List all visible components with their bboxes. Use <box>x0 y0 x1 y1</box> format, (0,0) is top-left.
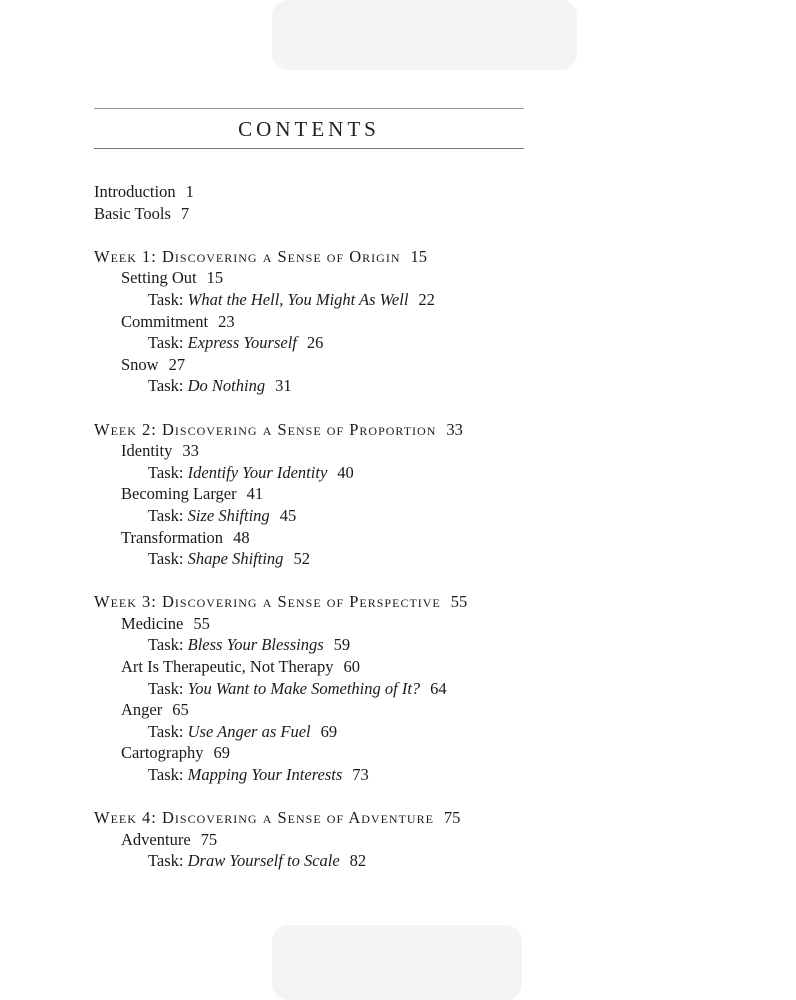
task-title: Use Anger as Fuel <box>187 721 311 741</box>
task-entry[interactable] <box>94 505 614 527</box>
page-number: 73 <box>352 765 369 785</box>
page-number: 31 <box>275 376 292 396</box>
page-number: 75 <box>443 808 461 828</box>
page-number: 64 <box>430 678 447 698</box>
section-entry[interactable] <box>94 829 614 851</box>
page-number: 65 <box>172 700 189 720</box>
section-entry[interactable] <box>94 483 614 505</box>
section-label: Identity <box>121 441 173 461</box>
task-entry[interactable] <box>94 850 614 872</box>
task-prefix: Task: <box>148 549 184 569</box>
task-prefix: Task: <box>148 462 184 482</box>
week-title: Week 2: Discovering a Sense of Proportion <box>94 419 437 439</box>
spacer <box>94 786 614 808</box>
task-title: Mapping Your Interests <box>187 765 343 785</box>
header-rule-bottom <box>94 148 524 149</box>
section-label: Adventure <box>121 829 191 849</box>
task-title: Do Nothing <box>187 376 266 396</box>
task-prefix: Task: <box>148 678 184 698</box>
task-title: Draw Yourself to Scale <box>187 851 340 871</box>
page-number: 7 <box>180 203 190 223</box>
section-entry[interactable] <box>94 656 614 678</box>
toc-entry[interactable] <box>94 181 614 203</box>
entry-label: Basic Tools <box>94 203 171 223</box>
page-number: 1 <box>185 182 194 201</box>
task-entry[interactable] <box>94 678 614 700</box>
header-rule-top <box>94 108 524 109</box>
task-entry[interactable] <box>94 375 614 397</box>
task-entry[interactable] <box>94 764 614 786</box>
page-number: 69 <box>320 721 338 741</box>
contents-header <box>94 108 524 149</box>
task-title: You Want to Make Something of It? <box>187 678 421 698</box>
page-number: 45 <box>279 505 297 525</box>
page-number: 33 <box>446 419 463 439</box>
task-prefix: Task: <box>148 333 184 353</box>
task-entry[interactable] <box>94 289 614 311</box>
page-number: 15 <box>206 268 224 288</box>
page-number: 33 <box>182 441 199 461</box>
scan-smudge-bottom <box>272 925 522 1000</box>
week-title: Week 4: Discovering a Sense of Adventure <box>94 808 434 828</box>
section-entry[interactable] <box>94 527 614 549</box>
section-entry[interactable] <box>94 742 614 764</box>
week-heading[interactable] <box>94 807 614 829</box>
section-label: Anger <box>121 700 163 720</box>
spacer <box>94 570 614 592</box>
section-label: Snow <box>121 354 159 374</box>
page-number: 22 <box>418 289 435 309</box>
section-label: Art Is Therapeutic, Not Therapy <box>121 657 334 677</box>
task-prefix: Task: <box>148 505 184 525</box>
scan-smudge-top <box>272 0 577 70</box>
section-entry[interactable] <box>94 311 614 333</box>
week-title: Week 1: Discovering a Sense of Origin <box>94 246 401 266</box>
page-number: 15 <box>410 246 427 266</box>
week-title: Week 3: Discovering a Sense of Perspective <box>94 592 441 612</box>
page-number: 55 <box>450 592 468 612</box>
task-prefix: Task: <box>148 721 184 741</box>
section-entry[interactable] <box>94 354 614 376</box>
task-prefix: Task: <box>148 765 184 785</box>
section-label: Commitment <box>121 311 209 331</box>
page-number: 59 <box>333 635 351 655</box>
page-number: 27 <box>168 354 186 374</box>
page-title: CONTENTS <box>238 117 380 141</box>
task-entry[interactable] <box>94 721 614 743</box>
page-number: 69 <box>213 743 230 763</box>
page-number: 23 <box>218 311 235 331</box>
task-title: Size Shifting <box>187 505 270 525</box>
page-number: 75 <box>200 829 218 849</box>
section-entry[interactable] <box>94 267 614 289</box>
section-label: Becoming Larger <box>121 484 237 504</box>
task-prefix: Task: <box>148 289 184 309</box>
week-heading[interactable] <box>94 246 614 268</box>
task-entry[interactable] <box>94 462 614 484</box>
task-title: Express Yourself <box>187 333 297 353</box>
page-number: 55 <box>193 613 210 633</box>
week-heading[interactable] <box>94 591 614 613</box>
section-label: Transformation <box>121 527 224 547</box>
section-entry[interactable] <box>94 440 614 462</box>
table-of-contents <box>94 181 614 872</box>
task-entry[interactable] <box>94 548 614 570</box>
page-number: 41 <box>246 484 264 504</box>
toc-entry[interactable] <box>94 203 614 225</box>
page-number: 26 <box>306 333 324 353</box>
section-entry[interactable] <box>94 613 614 635</box>
page-number: 52 <box>293 549 310 569</box>
task-title: Identify Your Identity <box>187 462 328 482</box>
task-entry[interactable] <box>94 332 614 354</box>
task-prefix: Task: <box>148 635 184 655</box>
task-title: Shape Shifting <box>187 549 284 569</box>
section-label: Medicine <box>121 613 184 633</box>
spacer <box>94 397 614 419</box>
page-number: 60 <box>343 657 360 677</box>
section-entry[interactable] <box>94 699 614 721</box>
task-title: What the Hell, You Might As Well <box>187 289 409 309</box>
task-prefix: Task: <box>148 376 184 396</box>
page-number: 82 <box>349 851 367 871</box>
task-prefix: Task: <box>148 851 184 871</box>
page-number: 48 <box>233 527 250 547</box>
week-heading[interactable] <box>94 419 614 441</box>
spacer <box>94 224 614 246</box>
task-title: Bless Your Blessings <box>187 635 324 655</box>
entry-label: Introduction <box>94 182 176 201</box>
page-number: 40 <box>337 462 354 482</box>
section-label: Setting Out <box>121 268 197 288</box>
section-label: Cartography <box>121 743 204 763</box>
task-entry[interactable] <box>94 634 614 656</box>
